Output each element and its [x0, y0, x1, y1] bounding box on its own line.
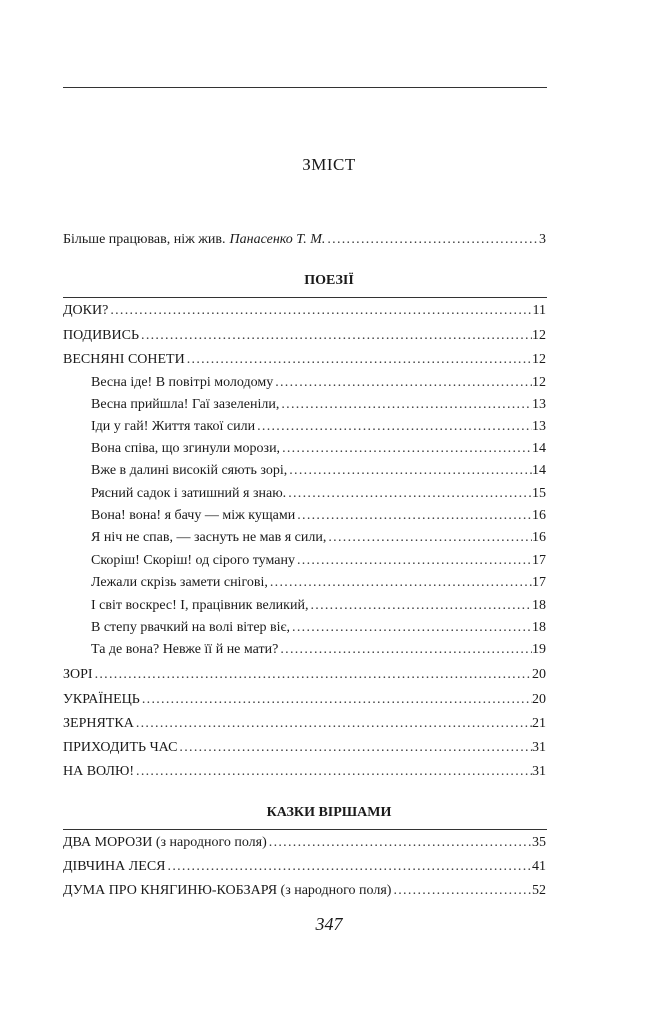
toc-entry-page: 14 — [532, 463, 546, 478]
toc-entry-title: ДВА МОРОЗИ (з народного поля) — [63, 835, 267, 850]
toc-entry[interactable] — [63, 351, 546, 369]
toc-entry-page: 31 — [532, 764, 546, 779]
toc-subentry[interactable] — [91, 641, 546, 659]
toc-entry-title: Вже в далині високій сяють зорі, — [91, 463, 288, 478]
dot-leader — [280, 440, 532, 458]
toc-entry-title: Рясний садок і затишний я знаю. — [91, 486, 287, 501]
toc-entry-intro[interactable] — [63, 231, 546, 249]
toc-subentry[interactable] — [91, 529, 546, 547]
toc-entry-page: 14 — [532, 441, 546, 456]
dot-leader — [140, 691, 532, 709]
toc-entry-page: 13 — [532, 419, 546, 434]
toc-entry-title: Весна прийшла! Гаї зазеленіли, — [91, 397, 280, 412]
toc-entry[interactable] — [63, 834, 546, 852]
dot-leader — [93, 666, 532, 684]
dot-leader — [325, 231, 539, 249]
toc-entry-page: 13 — [532, 397, 546, 412]
section-rule-poems — [63, 297, 547, 298]
toc-entry[interactable] — [63, 302, 546, 320]
toc-entry-page: 16 — [532, 508, 546, 523]
toc-entry-page: 18 — [532, 620, 546, 635]
toc-entry-page: 16 — [532, 530, 546, 545]
dot-leader — [268, 574, 532, 592]
dot-leader — [273, 374, 532, 392]
dot-leader — [166, 858, 532, 876]
toc-entry-title: Я ніч не спав, — заснуть не мав я сили, — [91, 530, 327, 545]
toc-entry-title: ДУМА ПРО КНЯГИНЮ-КОБЗАРЯ (з народного поля) — [63, 883, 392, 898]
toc-subentry[interactable] — [91, 374, 546, 392]
page-title: ЗМІСТ — [302, 155, 356, 174]
toc-entry-page: 12 — [532, 352, 546, 367]
toc-entry[interactable] — [63, 763, 546, 781]
toc-entry-page: 31 — [532, 740, 546, 755]
dot-leader — [308, 597, 532, 615]
toc-entry-title: ДІВЧИНА ЛЕСЯ — [63, 859, 166, 874]
toc-entry-title: ЗОРІ — [63, 667, 93, 682]
toc-subentry[interactable] — [91, 396, 546, 414]
dot-leader — [255, 418, 532, 436]
dot-leader — [290, 619, 532, 637]
toc-entry-title: ДОКИ? — [63, 303, 109, 318]
dot-leader — [287, 462, 532, 480]
dot-leader — [185, 351, 532, 369]
toc-entry-title: Весна іде! В повітрі молодому — [91, 375, 274, 390]
toc-entry-page: 19 — [532, 642, 546, 657]
dot-leader — [134, 715, 532, 733]
dot-leader — [177, 739, 532, 757]
toc-entry[interactable] — [63, 858, 546, 876]
toc-entry-page: 3 — [539, 232, 546, 247]
toc-subentry[interactable] — [91, 485, 546, 503]
toc-entry-page: 15 — [532, 486, 546, 501]
toc-entry-title: Та де вона? Невже її й не мати? — [91, 642, 279, 657]
toc-entry-page: 20 — [532, 692, 546, 707]
toc-entry-title: Іди у гай! Життя такої сили — [91, 419, 256, 434]
page-number: 347 — [315, 914, 343, 934]
dot-leader — [295, 552, 532, 570]
dot-leader — [108, 302, 532, 320]
toc-entry-author: Панасенко Т. М. — [229, 232, 326, 247]
toc-entry-title: В степу рвачкий на волі вітер віє, — [91, 620, 291, 635]
section-heading-poems: ПОЕЗІЇ — [304, 273, 354, 288]
section-rule-tales — [63, 829, 547, 830]
toc-entry-page: 17 — [532, 575, 546, 590]
toc-subentry[interactable] — [91, 619, 546, 637]
toc-entry-title: ПРИХОДИТЬ ЧАС — [63, 740, 178, 755]
dot-leader — [279, 396, 532, 414]
toc-entry-page: 12 — [532, 328, 546, 343]
toc-entry-title: І світ воскрес! І, працівник великий, — [91, 598, 309, 613]
toc-entry-title: ПОДИВИСЬ — [63, 328, 140, 343]
toc-entry-title: НА ВОЛЮ! — [63, 764, 135, 779]
toc-subentry[interactable] — [91, 552, 546, 570]
toc-entry-page: 35 — [532, 835, 546, 850]
dot-leader — [267, 834, 532, 852]
toc-entry[interactable] — [63, 882, 546, 900]
toc-entry-title: Більше працював, ніж жив. — [63, 232, 226, 247]
toc-entry-page: 21 — [532, 716, 546, 731]
top-rule — [63, 87, 547, 88]
toc-entry[interactable] — [63, 715, 546, 733]
toc-entry-page: 20 — [532, 667, 546, 682]
toc-subentry[interactable] — [91, 440, 546, 458]
dot-leader — [391, 882, 532, 900]
toc-subentry[interactable] — [91, 418, 546, 436]
toc-entry[interactable] — [63, 327, 546, 345]
section-heading-tales: КАЗКИ ВІРШАМИ — [266, 805, 392, 820]
toc-entry-title: УКРАЇНЕЦЬ — [63, 692, 140, 707]
toc-entry-page: 41 — [532, 859, 546, 874]
toc-subentry[interactable] — [91, 597, 546, 615]
toc-entry[interactable] — [63, 739, 546, 757]
toc-entry-title: ВЕСНЯНІ СОНЕТИ — [63, 352, 185, 367]
dot-leader — [286, 485, 532, 503]
toc-entry[interactable] — [63, 666, 546, 684]
toc-entry-title: Скоріш! Скоріш! од сірого туману — [91, 553, 295, 568]
dot-leader — [139, 327, 532, 345]
toc-entry-title: Вона! вона! я бачу — між кущами — [91, 508, 296, 523]
toc-entry-page: 18 — [532, 598, 546, 613]
toc-subentry[interactable] — [91, 507, 546, 525]
dot-leader — [326, 529, 532, 547]
toc-entry-title: ЗЕРНЯТКА — [63, 716, 134, 731]
toc-entry[interactable] — [63, 691, 546, 709]
dot-leader — [278, 641, 532, 659]
toc-entry-title: Вона співа, що згинули морози, — [91, 441, 281, 456]
toc-entry-title: Лежали скрізь замети снігові, — [91, 575, 268, 590]
toc-entry-page: 52 — [532, 883, 546, 898]
dot-leader — [295, 507, 532, 525]
toc-entry-page: 17 — [532, 553, 546, 568]
dot-leader — [134, 763, 532, 781]
toc-subentry[interactable] — [91, 574, 546, 592]
toc-entry-page: 12 — [532, 375, 546, 390]
toc-subentry[interactable] — [91, 462, 546, 480]
toc-entry-page: 11 — [532, 303, 546, 318]
